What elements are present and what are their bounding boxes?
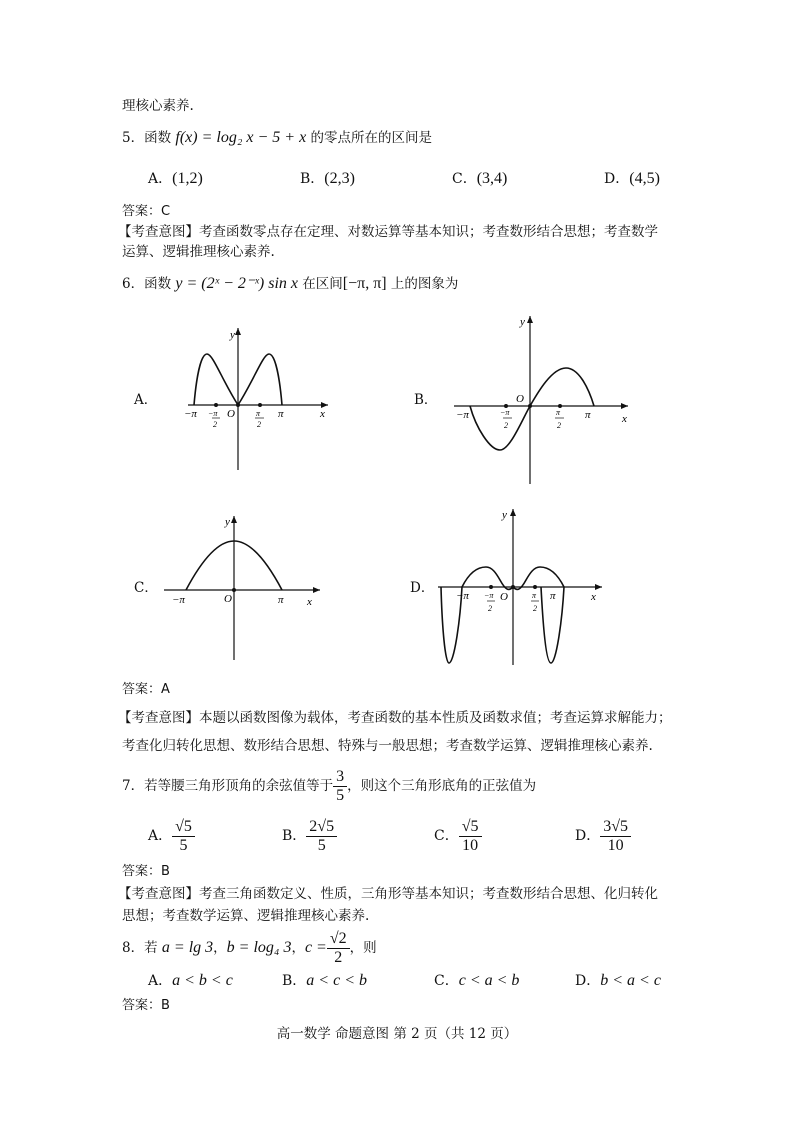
graph-b-neg-pi: −π bbox=[456, 409, 469, 421]
graph-d-half-pi: π bbox=[532, 591, 537, 600]
q5-stem-b: 的零点所在的区间是 bbox=[306, 130, 432, 146]
graph-c bbox=[160, 510, 330, 665]
q7-stem-b: ，则这个三角形底角的正弦值为 bbox=[347, 778, 537, 794]
graph-a-x-label: x bbox=[320, 408, 325, 420]
q5-function: f(x) = log₂ x − 5 + x bbox=[175, 129, 307, 146]
q7-option-a: A． $\frac{√5}{5}$ bbox=[148, 814, 195, 858]
q7-stem bbox=[122, 766, 536, 806]
q8-stem-b: ，则 bbox=[349, 940, 377, 956]
graph-d bbox=[436, 505, 611, 670]
q8-c-fraction: $\frac{√2}{2}$ bbox=[327, 930, 350, 967]
graph-b-neg-half-two: 2 bbox=[504, 421, 508, 430]
q6-function: y = (2ˣ − 2⁻ˣ) sin x bbox=[175, 275, 298, 292]
q8-number: 8． bbox=[122, 940, 145, 956]
q8-answer: 答案：B bbox=[122, 998, 170, 1013]
graph-b-x-label: x bbox=[622, 413, 627, 425]
q6-stem-c: 上的图象为 bbox=[386, 276, 459, 292]
graph-a-neg-half-minus: − bbox=[208, 409, 214, 418]
intro-tail-text: 理核心素养. bbox=[122, 98, 194, 114]
q8-sep1: ， bbox=[213, 940, 227, 956]
q7-answer: 答案：B bbox=[122, 864, 170, 879]
graph-c-y-label: y bbox=[225, 516, 230, 528]
graph-b-neg-half-pi: π bbox=[505, 408, 510, 417]
svg-text:−π bbox=[208, 409, 218, 418]
graph-a-y-label: y bbox=[230, 329, 235, 341]
graph-a-neg-pi: −π bbox=[184, 408, 197, 420]
q6-intent-line1: 【考查意图】本题以函数图像为载体，考查函数的基本性质及函数求值；考查运算求解能力； bbox=[118, 710, 672, 726]
graph-a-half-two: 2 bbox=[257, 420, 261, 429]
q7-fraction: $\frac{3}{5}$ bbox=[333, 768, 347, 805]
q7-intent-line2: 思想；考查数学运算、逻辑推理核心素养. bbox=[122, 908, 370, 924]
q5-number: 5． bbox=[122, 130, 145, 146]
graph-c-origin: O bbox=[224, 593, 232, 605]
q6-stem-b: 在区间 bbox=[298, 276, 343, 292]
graph-b-neg-half-minus: − bbox=[500, 408, 506, 417]
q6-answer: 答案：A bbox=[122, 682, 170, 697]
q8-sep2: ， bbox=[291, 940, 305, 956]
q6-graph-d-label: D． bbox=[410, 580, 435, 596]
graph-a-origin: O bbox=[227, 408, 235, 420]
graph-b-half-two: 2 bbox=[557, 421, 561, 430]
graph-b-origin: O bbox=[516, 393, 524, 405]
graph-c-neg-pi: −π bbox=[172, 594, 185, 606]
graph-d-neg-half-pi: π bbox=[489, 591, 494, 600]
graph-b-half-pi: π bbox=[556, 408, 561, 417]
graph-a bbox=[180, 320, 340, 475]
graph-d-neg-pi: −π bbox=[456, 590, 469, 602]
svg-text:−π bbox=[484, 591, 494, 600]
q8-stem-a: 若 bbox=[144, 940, 162, 956]
q5-intent-line1: 【考查意图】考查函数零点存在定理、对数运算等基本知识；考查数形结合思想；考查数学 bbox=[118, 224, 658, 240]
q5-intent-line2: 运算、逻辑推理核心素养. bbox=[122, 244, 275, 260]
q8-option-c: C．c < a < b bbox=[434, 972, 520, 989]
graph-a-neg-half-pi: π bbox=[213, 409, 218, 418]
q8-stem bbox=[122, 928, 377, 968]
q5-stem-a: 函数 bbox=[144, 130, 176, 146]
q8-c-lhs: c = bbox=[304, 939, 327, 956]
q6-number: 6． bbox=[122, 276, 145, 292]
q6-interval: [−π, π] bbox=[342, 275, 387, 292]
q7-option-d: D． $\frac{3√5}{10}$ bbox=[575, 814, 631, 858]
q8-b-def: b = log₄ 3 bbox=[226, 939, 292, 956]
graph-d-half-two: 2 bbox=[533, 604, 537, 613]
q8-option-b: B．a < c < b bbox=[282, 972, 367, 989]
q6-stem bbox=[122, 274, 458, 294]
graph-b-y-label: y bbox=[520, 316, 525, 328]
q8-option-a: A．a < b < c bbox=[148, 972, 233, 989]
q7-option-b: B． $\frac{2√5}{5}$ bbox=[282, 814, 337, 858]
q6-stem-a: 函数 bbox=[144, 276, 176, 292]
page-footer: 高一数学 命题意图 第 2 页（共 12 页） bbox=[276, 1026, 518, 1042]
q6-graph-b-label: B． bbox=[414, 392, 438, 408]
q7-intent-line1: 【考查意图】考查三角函数定义、性质，三角形等基本知识；考查数形结合思想、化归转化 bbox=[118, 886, 658, 902]
q6-graph-c-label: C． bbox=[134, 580, 158, 596]
graph-c-x-label: x bbox=[307, 596, 312, 608]
graph-d-neg-half-two: 2 bbox=[488, 604, 492, 613]
graph-a-neg-half-two: 2 bbox=[213, 420, 217, 429]
q7-option-c: C． $\frac{√5}{10}$ bbox=[434, 814, 482, 858]
q7-stem-a: 若等腰三角形顶角的余弦值等于 bbox=[144, 778, 334, 794]
q6-intent-line2: 考查化归转化思想、数形结合思想、特殊与一般思想；考查数学运算、逻辑推理核心素养. bbox=[122, 738, 653, 754]
q8-option-d: D．b < a < c bbox=[575, 972, 661, 989]
q5-option-d: D．(4,5) bbox=[604, 170, 660, 187]
graph-a-pi: π bbox=[278, 408, 284, 420]
graph-b-pi: π bbox=[585, 409, 591, 421]
q5-option-a: A．(1,2) bbox=[148, 170, 203, 187]
graph-d-origin: O bbox=[500, 591, 508, 603]
q5-option-b: B．(2,3) bbox=[300, 170, 355, 187]
q6-graph-a-label: A． bbox=[134, 392, 158, 408]
graph-d-y-label: y bbox=[502, 509, 507, 521]
graph-b bbox=[448, 310, 638, 490]
q8-a-def: a = lg 3 bbox=[161, 939, 214, 956]
graph-c-pi: π bbox=[278, 594, 284, 606]
q5-stem bbox=[122, 128, 432, 148]
graph-d-pi: π bbox=[550, 590, 556, 602]
q5-option-c: C．(3,4) bbox=[452, 170, 508, 187]
q7-number: 7． bbox=[122, 778, 145, 794]
q5-answer: 答案：C bbox=[122, 204, 171, 219]
graph-d-x-label: x bbox=[591, 591, 596, 603]
graph-d-neg-half-minus: − bbox=[484, 591, 490, 600]
svg-text:−π bbox=[500, 408, 510, 417]
graph-a-half-pi: π bbox=[256, 409, 261, 418]
